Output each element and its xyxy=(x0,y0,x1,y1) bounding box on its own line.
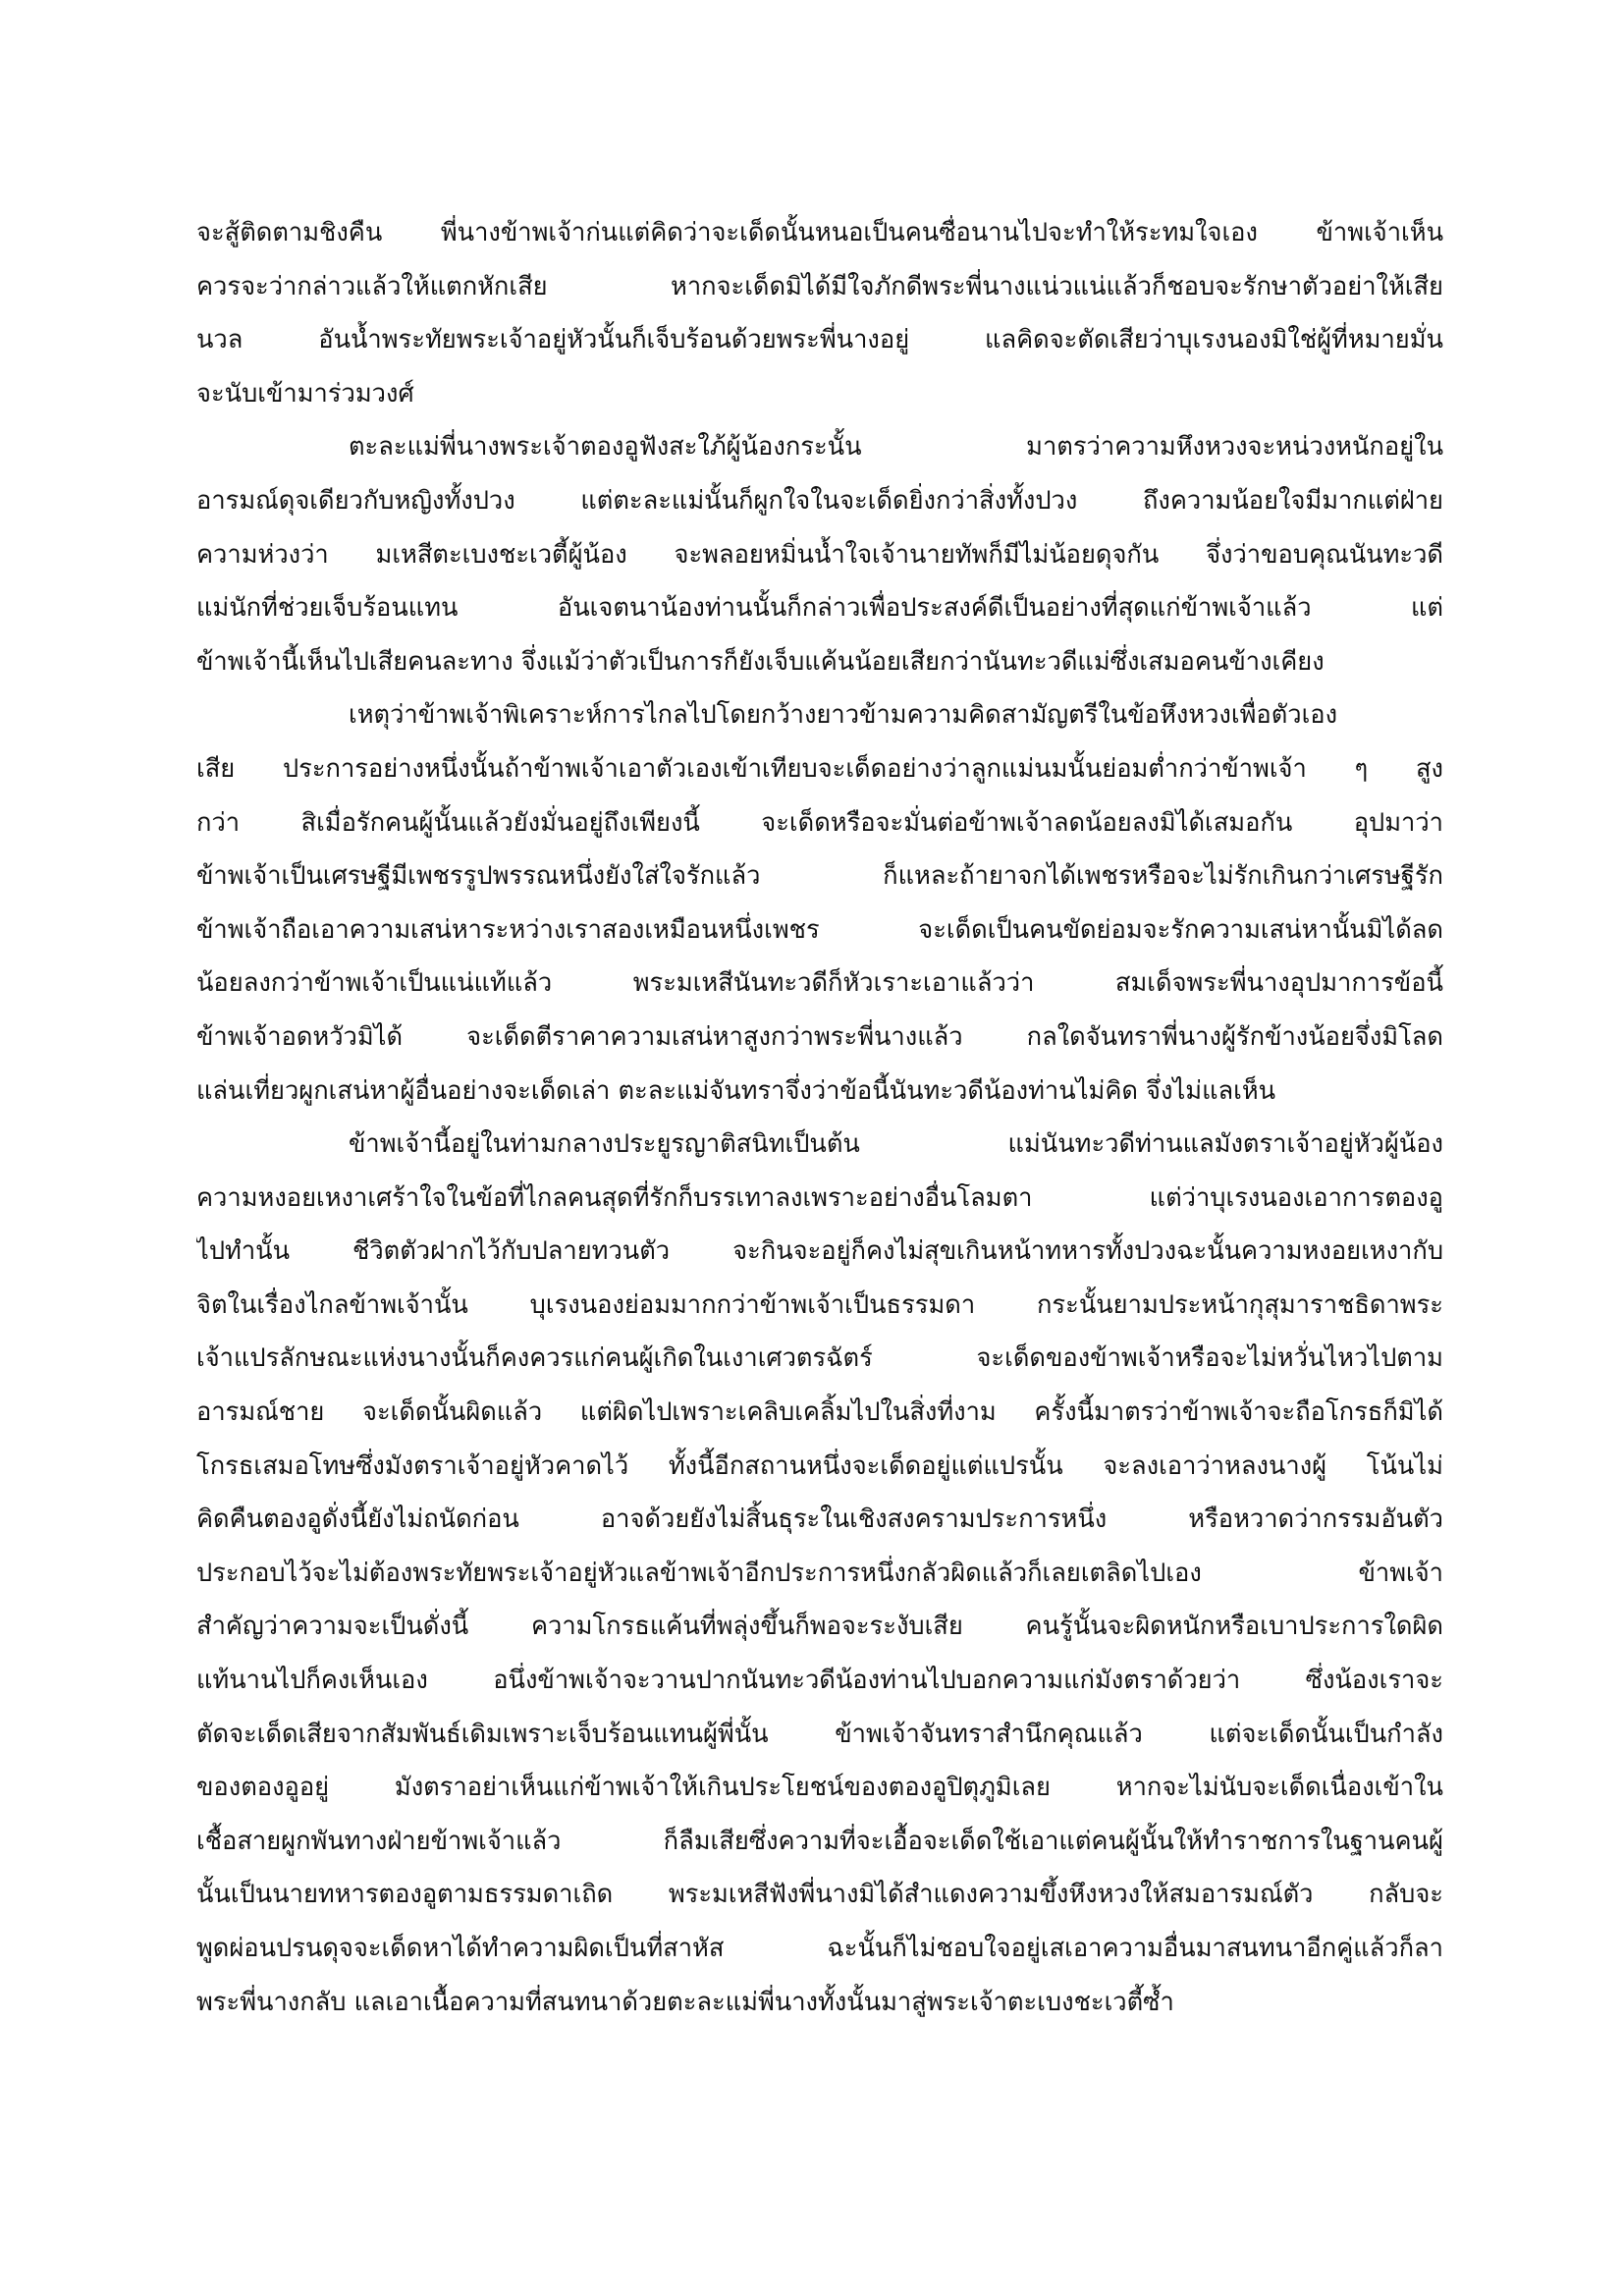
text-line: นั้นเป็นนายทหารตองอูตามธรรมดาเถิด พระมเหสีฟังพี่นางมิได้สำแดงความขึ้งหึงหวงให้สมอารมณ์ตัว กลับจะ xyxy=(196,1880,1443,1910)
text-line: ข้าพเจ้านี้เห็นไปเสียคนละทาง จึ่งแม้ว่าตัวเป็นการก็ยังเจ็บแค้นน้อยเสียกว่านันทะวดีแม่ซึ่งเสมอคนข้างเคียง xyxy=(196,646,1325,677)
text-line: พระพี่นางกลับ แลเอาเนื้อความที่สนทนาด้วยตะละแม่พี่นางทั้งนั้นมาสู่พระเจ้าตะเบงชะเวตี้ซ้ำ xyxy=(196,1987,1174,2017)
text-line: ข้าพเจ้านี้อยู่ในท่ามกลางประยูรญาติสนิทเป็นต้น แม่นันทะวดีท่านแลมังตราเจ้าอยู่หัวผู้น้อง xyxy=(349,1129,1443,1160)
document-body xyxy=(196,206,1443,2029)
text-line: ข้าพเจ้าอดหวัวมิได้ จะเด็ดตีราคาความเสน่หาสูงกว่าพระพี่นางแล้ว กลใดจันทราพี่นางผู้รักข้างน้อยจึ่งมิโลด xyxy=(196,1021,1443,1052)
text-line: เชื้อสายผูกพันทางฝ่ายข้าพเจ้าแล้ว ก็ลืมเสียซึ่งความที่จะเอื้อจะเด็ดใช้เอาแต่คนผู้นั้นให้ทำราชการในฐานคนผู้ xyxy=(196,1826,1443,1856)
text-line: แม่นักที่ช่วยเจ็บร้อนแทน อันเจตนาน้องท่านนั้นก็กล่าวเพื่อประสงค์ดีเป็นอย่างที่สุดแก่ข้าพเจ้าแล้ว แต่ xyxy=(196,593,1443,624)
text-line: ไปทำนั้น ชีวิตตัวฝากไว้กับปลายทวนตัว จะกินจะอยู่ก็คงไม่สุขเกินหน้าทหารทั้งปวงฉะนั้นความหงอยเหงากับ xyxy=(196,1236,1443,1267)
text-line: เจ้าแปรลักษณะแห่งนางนั้นก็คงควรแก่คนผู้เกิดในเงาเศวตรฉัตร์ จะเด็ดของข้าพเจ้าหรือจะไม่หวั่นไหวไปตาม xyxy=(196,1343,1443,1374)
text-line: เหตุว่าข้าพเจ้าพิเคราะห์การไกลไปโดยกว้างยาวข้ามความคิดสามัญตรีในข้อหึงหวงเพื่อตัวเอง xyxy=(349,700,1338,731)
text-line: จิตในเรื่องไกลข้าพเจ้านั้น บุเรงนองย่อมมากกว่าข้าพเจ้าเป็นธรรมดา กระนั้นยามประหน้ากุสุมาราชธิดาพระ xyxy=(196,1289,1443,1320)
text-line: ตัดจะเด็ดเสียจากสัมพันธ์เดิมเพราะเจ็บร้อนแทนผู้พี่นั้น ข้าพเจ้าจันทราสำนึกคุณแล้ว แต่จะเด็ดนั้นเป็นกำลัง xyxy=(196,1719,1443,1749)
text-line: ข้าพเจ้าถือเอาความเสน่หาระหว่างเราสองเหมือนหนึ่งเพชร จะเด็ดเป็นคนขัดย่อมจะรักความเสน่หานั้นมิได้ลด xyxy=(196,914,1443,945)
text-line: นวล อันน้ำพระทัยพระเจ้าอยู่หัวนั้นก็เจ็บร้อนด้วยพระพี่นางอยู่ แลคิดจะตัดเสียว่าบุเรงนองมิใช่ผู้ที่หมายมั่น xyxy=(196,325,1443,355)
text-line: ประกอบไว้จะไม่ต้องพระทัยพระเจ้าอยู่หัวแลข้าพเจ้าอีกประการหนึ่งกลัวผิดแล้วก็เลยเตลิดไปเอง ข้าพเจ้า xyxy=(196,1558,1443,1588)
text-line: พูดผ่อนปรนดุจจะเด็ดหาได้ทำความผิดเป็นที่สาหัส ฉะนั้นก็ไม่ชอบใจอยู่เสเอาความอื่นมาสนทนาอีกคู่แล้วก็ลา xyxy=(196,1934,1443,1963)
text-line: อารมณ์ดุจเดียวกับหญิงทั้งปวง แต่ตะละแม่นั้นก็ผูกใจในจะเด็ดยิ่งกว่าสิ่งทั้งปวง ถึงความน้อยใจมีมากแต่ฝ่าย xyxy=(196,485,1443,516)
text-line: เสีย ประการอย่างหนึ่งนั้นถ้าข้าพเจ้าเอาตัวเองเข้าเทียบจะเด็ดอย่างว่าลูกแม่นมนั้นย่อมต่ำกว่าข้าพเจ้า ๆ สูง xyxy=(196,753,1443,784)
text-line: จะนับเข้ามาร่วมวงศ์ xyxy=(196,378,414,409)
text-line: แล่นเที่ยวผูกเสน่หาผู้อื่นอย่างจะเด็ดเล่า ตะละแม่จันทราจึ่งว่าข้อนี้นันทะวดีน้องท่านไม่คิด จึ่งไม่แลเห็น xyxy=(196,1075,1276,1106)
text-line: ข้าพเจ้าเป็นเศรษฐีมีเพชรรูปพรรณหนึ่งยังใส่ใจรักแล้ว ก็แหละถ้ายาจกได้เพชรหรือจะไม่รักเกินกว่าเศรษฐีรัก xyxy=(196,861,1443,892)
text-line: ความห่วงว่า มเหสีตะเบงชะเวตี้ผู้น้อง จะพลอยหมิ่นน้ำใจเจ้านายทัพก็มีไม่น้อยดุจกัน จึ่งว่าขอบคุณนันทะวดี xyxy=(196,539,1443,570)
text-line: โกรธเสมอโทษซึ่งมังตราเจ้าอยู่หัวคาดไว้ ทั้งนี้อีกสถานหนึ่งจะเด็ดอยู่แต่แปรนั้น จะลงเอาว่าหลงนางผู้ โน้นไม่ xyxy=(196,1450,1443,1481)
text-line: ตะละแม่พี่นางพระเจ้าตองอูฟังสะใภ้ผู้น้องกระนั้น มาตรว่าความหึงหวงจะหน่วงหนักอยู่ใน xyxy=(349,432,1443,463)
text-line: แท้นานไปก็คงเห็นเอง อนึ่งข้าพเจ้าจะวานปากนันทะวดีน้องท่านไปบอกความแก่มังตราด้วยว่า ซึ่งน้องเราจะ xyxy=(196,1666,1443,1696)
text-line: จะสู้ติดตามชิงคืน พี่นางข้าพเจ้าก่นแต่คิดว่าจะเด็ดนั้นหนอเป็นคนซื่อนานไปจะทำให้ระทมใจเอง ข้าพเจ้าเห็น xyxy=(196,218,1443,247)
text-line: คิดคืนตองอูดั่งนี้ยังไม่ถนัดก่อน อาจด้วยยังไม่สิ้นธุระในเชิงสงครามประการหนึ่ง หรือหวาดว่ากรรมอันตัว xyxy=(196,1504,1443,1535)
text-line: ของตองอูอยู่ มังตราอย่าเห็นแก่ข้าพเจ้าให้เกินประโยชน์ของตองอูปิตุภูมิเลย หากจะไม่นับจะเด็ดเนื่องเข้าใน xyxy=(196,1773,1443,1803)
text-line: กว่า สิเมื่อรักคนผู้นั้นแล้วยังมั่นอยู่ถึงเพียงนี้ จะเด็ดหรือจะมั่นต่อข้าพเจ้าลดน้อยลงมิได้เสมอกัน อุปมาว่า xyxy=(196,807,1443,838)
text-line: สำคัญว่าความจะเป็นดั่งนี้ ความโกรธแค้นที่พลุ่งขึ้นก็พอจะระงับเสีย คนรู้นั้นจะผิดหนักหรือเบาประการใดผิด xyxy=(196,1612,1443,1642)
text-line: ควรจะว่ากล่าวแล้วให้แตกหักเสีย หากจะเด็ดมิได้มีใจภักดีพระพี่นางแน่วแน่แล้วก็ชอบจะรักษาตัวอย่าให้เสีย xyxy=(196,271,1443,301)
text-line: อารมณ์ชาย จะเด็ดนั้นผิดแล้ว แต่ผิดไปเพราะเคลิบเคลิ้มไปในสิ่งที่งาม ครั้งนี้มาตรว่าข้าพเจ้าจะถือโกรธก็มิได้ xyxy=(196,1397,1443,1428)
text-line: ความหงอยเหงาเศร้าใจในข้อที่ไกลคนสุดที่รักก็บรรเทาลงเพราะอย่างอื่นโลมตา แต่ว่าบุเรงนองเอาการตองอู xyxy=(196,1182,1443,1213)
text-line: น้อยลงกว่าข้าพเจ้าเป็นแน่แท้แล้ว พระมเหสีนันทะวดีก็หัวเราะเอาแล้วว่า สมเด็จพระพี่นางอุปมาการข้อนี้ xyxy=(196,968,1443,999)
